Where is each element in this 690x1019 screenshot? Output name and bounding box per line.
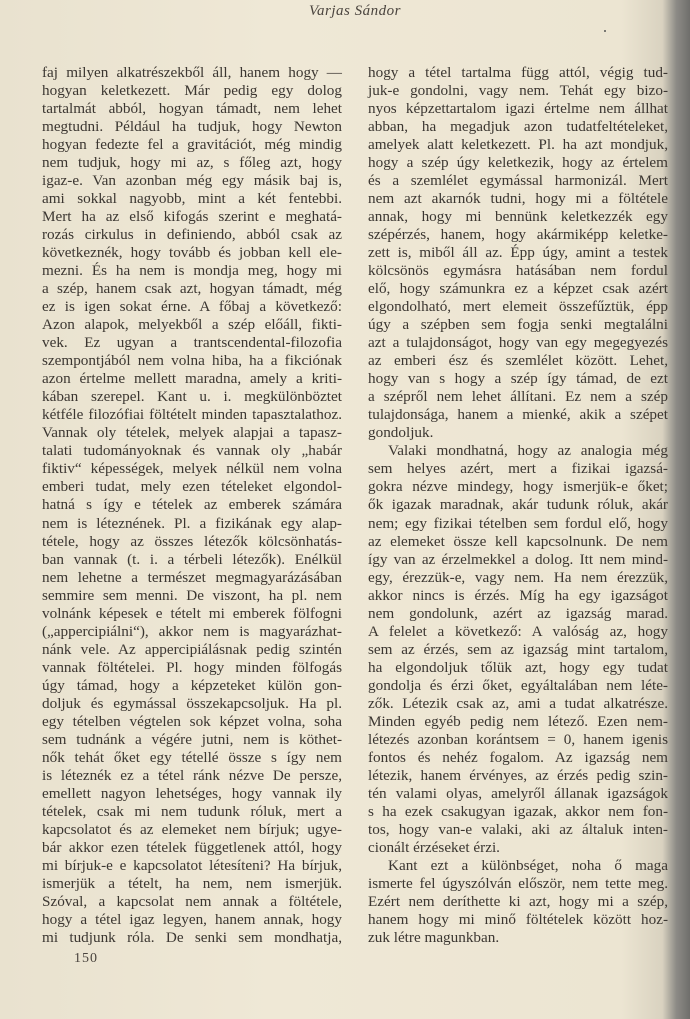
text-line: Szóval, a kapcsolat nem annak a föltétele, <box>42 892 342 910</box>
text-line: gondoljuk. <box>368 424 434 442</box>
text-line: Valaki mondhatná, hogy az analogia még <box>388 442 668 460</box>
text-line: úgy támad, hogy a képzeteket külön gon- <box>42 676 342 694</box>
text-line: szempontjából nem volna hiba, ha a fikciónak <box>42 352 342 370</box>
text-line: nem is léteznének. Pl. a fizikának egy alap- <box>42 514 342 532</box>
text-line: mi tudjunk róla. De senki sem mondhatja, <box>42 928 342 946</box>
text-line: fiktiv“ képességek, melyek nélkül nem volna <box>42 460 342 478</box>
text-line: létezik, hanem érvényes, az érzés pedig szin- <box>368 766 668 784</box>
text-line: azt a tulajdonságot, hogy van egy megegyezés <box>368 334 668 352</box>
text-line: hogy van s hogy a szép így támad, de ezt <box>368 370 668 388</box>
text-line: amelyek alatt keletkezett. Pl. ha azt mondjuk, <box>368 136 668 154</box>
text-line: cionált érzéseket érzi. <box>368 838 500 856</box>
text-line: hogyan fedezte fel a gravitációt, még mindig <box>42 136 342 154</box>
text-line: nem gondolunk, azért az igazság marad. <box>368 604 668 622</box>
text-line: faj milyen alkatrészekből áll, hanem hogy — <box>42 64 342 81</box>
text-line: mi bírjuk-e e kapcsolatot létesíteni? Ha bírjuk, <box>42 856 342 874</box>
text-line: hanem hogy mi minő föltételek között hoz- <box>368 910 668 928</box>
text-line: ami sokkal nagyobb, mint a két fentebbi. <box>42 190 342 208</box>
text-line: nem lehetne a természet megmagyarázásában <box>42 568 342 586</box>
text-line: is léteznék ez a tétel ránk nézve De persze, <box>42 766 342 784</box>
text-line: egy, érezzük-e, vagy nem. Ha nem érezzük, <box>368 568 668 586</box>
text-line: („appercipiálni“), akkor nem is magyarázhat- <box>42 622 342 640</box>
text-line: tos, hogy van-e valaki, aki az általuk inten- <box>368 820 668 838</box>
text-line: hogyan keletkezett. Már pedig egy dolog <box>42 82 342 100</box>
text-line: zők. Létezik csak az, ami a tudat alkatrésze. <box>368 694 668 712</box>
text-line: vek. Ez ugyan a trantscendental-filozofia <box>42 334 342 352</box>
text-line: az elemeket össze kell kapcsolnunk. De nem <box>368 532 668 550</box>
text-line: Minden egyéb pedig nem létező. Ezen nem- <box>368 712 668 730</box>
text-line: nem tudjuk, hogy mi az, s főleg azt, hogy <box>42 154 342 172</box>
text-line: ők igazak maradnak, akár tudunk róluk, akár <box>368 496 668 514</box>
text-line: kában szerepel. Kant u. i. megkülönböztet <box>42 388 342 406</box>
text-line: létezés azonban korántsem = 0, hanem igenis <box>368 730 668 748</box>
text-line: hogy a tétel tartalma függ attól, végig tud- <box>368 64 668 81</box>
text-line: sem az érzés, sem az igazság mint tartalom, <box>368 640 668 658</box>
text-line: tén valami olyas, amelyről állanak igazságok <box>368 784 668 802</box>
text-line: ez is igen sokat érne. A főbaj a következő: <box>42 298 342 316</box>
text-line: zett is, miből áll az. Épp úgy, amint a testek <box>368 244 668 262</box>
text-line: vannak föltételei. Pl. hogy minden fölfogás <box>42 658 342 676</box>
text-line: Vannak oly tételek, melyek alapjai a tapasz- <box>42 424 342 442</box>
text-line: gondolja és érzi őket, egyáltalában nem léte- <box>368 676 668 694</box>
text-line: Mert ha az első kifogás szerint e meghatá- <box>42 208 342 226</box>
text-line: fontos és nehéz fogalom. Az igazság nem <box>368 748 668 766</box>
text-line: s ha ezek csakugyan igazak, akkor nem fon- <box>368 802 668 820</box>
text-line: tulajdonsága, hanem a mienké, akik a szépet <box>368 406 668 424</box>
text-line: szépérzés, hanem, hogy akármiképp keletke- <box>368 226 668 244</box>
scan-speck <box>604 30 606 32</box>
text-line: Ezért nem deríthette ki azt, hogy mi a szép, <box>368 892 668 910</box>
text-line: abban, ha megadjuk azon tudatfeltételeket, <box>368 118 668 136</box>
text-line: igaz-e. Van azonban még egy másik baj is, <box>42 172 342 190</box>
text-line: volnánk képesek e tételt mi emberek fölfogni <box>42 604 342 622</box>
text-line: ismerjük a tételt, ha nem, nem ismerjük. <box>42 874 342 892</box>
text-line: rozás cirkulus in definiendo, abból csak az <box>42 226 342 244</box>
text-line: A felelet a következő: A valóság az, hogy <box>368 622 668 640</box>
text-line: Kant ezt a különbséget, noha ő maga <box>388 856 668 874</box>
text-line: elő, hogy számunkra ez a képzet csak azért <box>368 280 668 298</box>
text-line: semmire sem menni. De viszont, ha pl. nem <box>42 586 342 604</box>
text-line: így van az érzelmekkel a dolog. Itt nem mind- <box>368 550 668 568</box>
text-line: emberi tudat, mely ezen tételeket elgondol- <box>42 478 342 496</box>
text-line: ban vannak (t. i. a térbeli létezők). Enélkül <box>42 550 342 568</box>
text-line: talati tudományoknak és vannak oly „habár <box>42 442 342 460</box>
text-line: bár akkor ezen tételek függetlenek attól, hogy <box>42 838 342 856</box>
text-line: következnék, hogy tovább és jobban kell ele- <box>42 244 342 262</box>
text-line: juk-e gondolni, vagy nem. Tehát egy bizo- <box>368 82 668 100</box>
text-line: doljuk és egymással összekapcsoljuk. Ha pl. <box>42 694 342 712</box>
text-line: sem tudnánk a végére jutni, nem is köthet- <box>42 730 342 748</box>
text-line: hogy a szép úgy keletkezik, hogy az értelem <box>368 154 668 172</box>
text-line: tételek, csak mi nem tudunk róluk, mert a <box>42 802 342 820</box>
text-line: nem; egy fizikai tételben sem fordul elő, hogy <box>368 514 668 532</box>
text-line: akkor nincs is érzés. Míg ha egy igazságot <box>368 586 668 604</box>
text-line: nyos képzettartalom igazi értelme nem állhat <box>368 100 668 118</box>
text-line: az emberi ész és szemlélet között. Lehet, <box>368 352 668 370</box>
text-line: gokra nézve mindegy, hogy ismerjük-e őket; <box>368 478 668 496</box>
text-line: nánk vele. Az appercipiálásnak pedig szintén <box>42 640 342 658</box>
running-header: Varjas Sándor <box>309 3 401 19</box>
text-line: és a szemlélet egymással harmonizál. Mert <box>368 172 668 190</box>
text-line: egy tételben végtelen sok képzet volna, soha <box>42 712 342 730</box>
text-line: úgy a szépben sem fogja senki megtalálni <box>368 316 668 334</box>
text-line: kapcsolatot és az elemeket nem bírjuk; ugye- <box>42 820 342 838</box>
text-line: azon értelme mellett maradna, amely a kriti- <box>42 370 342 388</box>
text-line: nem azt akarnók tudni, hogy mi a föltétele <box>368 190 668 208</box>
text-line: annak, hogy mi bennünk keletkezzék egy <box>368 208 668 226</box>
text-line: kétféle filozófiai föltételt minden tapasztalathoz. <box>42 406 342 424</box>
text-line: zuk létre magunkban. <box>368 928 500 946</box>
text-line: a szép, hanem csak azt, hogyan támadt, még <box>42 280 342 298</box>
text-line: elgondolható, mert elemeit összefűztük, épp <box>368 298 668 316</box>
text-line: ismerte fel úgyszólván először, nem tette meg. <box>368 874 668 892</box>
text-line: hatná s így e tételek az emberek számára <box>42 496 342 514</box>
text-line: ha elgondoljuk tőlük azt, hogy egy tudat <box>368 658 668 676</box>
text-line: megtudni. Például ha tudjuk, hogy Newton <box>42 118 342 136</box>
text-line: kölcsönös egymásra hatásában nem fordul <box>368 262 668 280</box>
text-line: sem helyes azért, mert a fizikai igazsá- <box>368 460 668 478</box>
text-line: emellett nagyon lehetséges, hogy vannak ily <box>42 784 342 802</box>
page-number: 150 <box>74 951 98 966</box>
text-line: nők tehát őket egy tétellé össze s így nem <box>42 748 342 766</box>
text-line: tartalmát abból, hogyan támadt, nem lehet <box>42 100 342 118</box>
text-line: tétele, hogy az összes létezők kölcsönhatás- <box>42 532 342 550</box>
text-line: hogy a tétel igaz legyen, hanem annak, hogy <box>42 910 342 928</box>
text-line: mezni. És ha nem is mondja meg, hogy mi <box>42 262 342 280</box>
text-line: a szépről nem lehet állítani. Ez nem a szép <box>368 388 668 406</box>
text-line: Azon alapok, melyekből a szép előáll, fikti- <box>42 316 342 334</box>
